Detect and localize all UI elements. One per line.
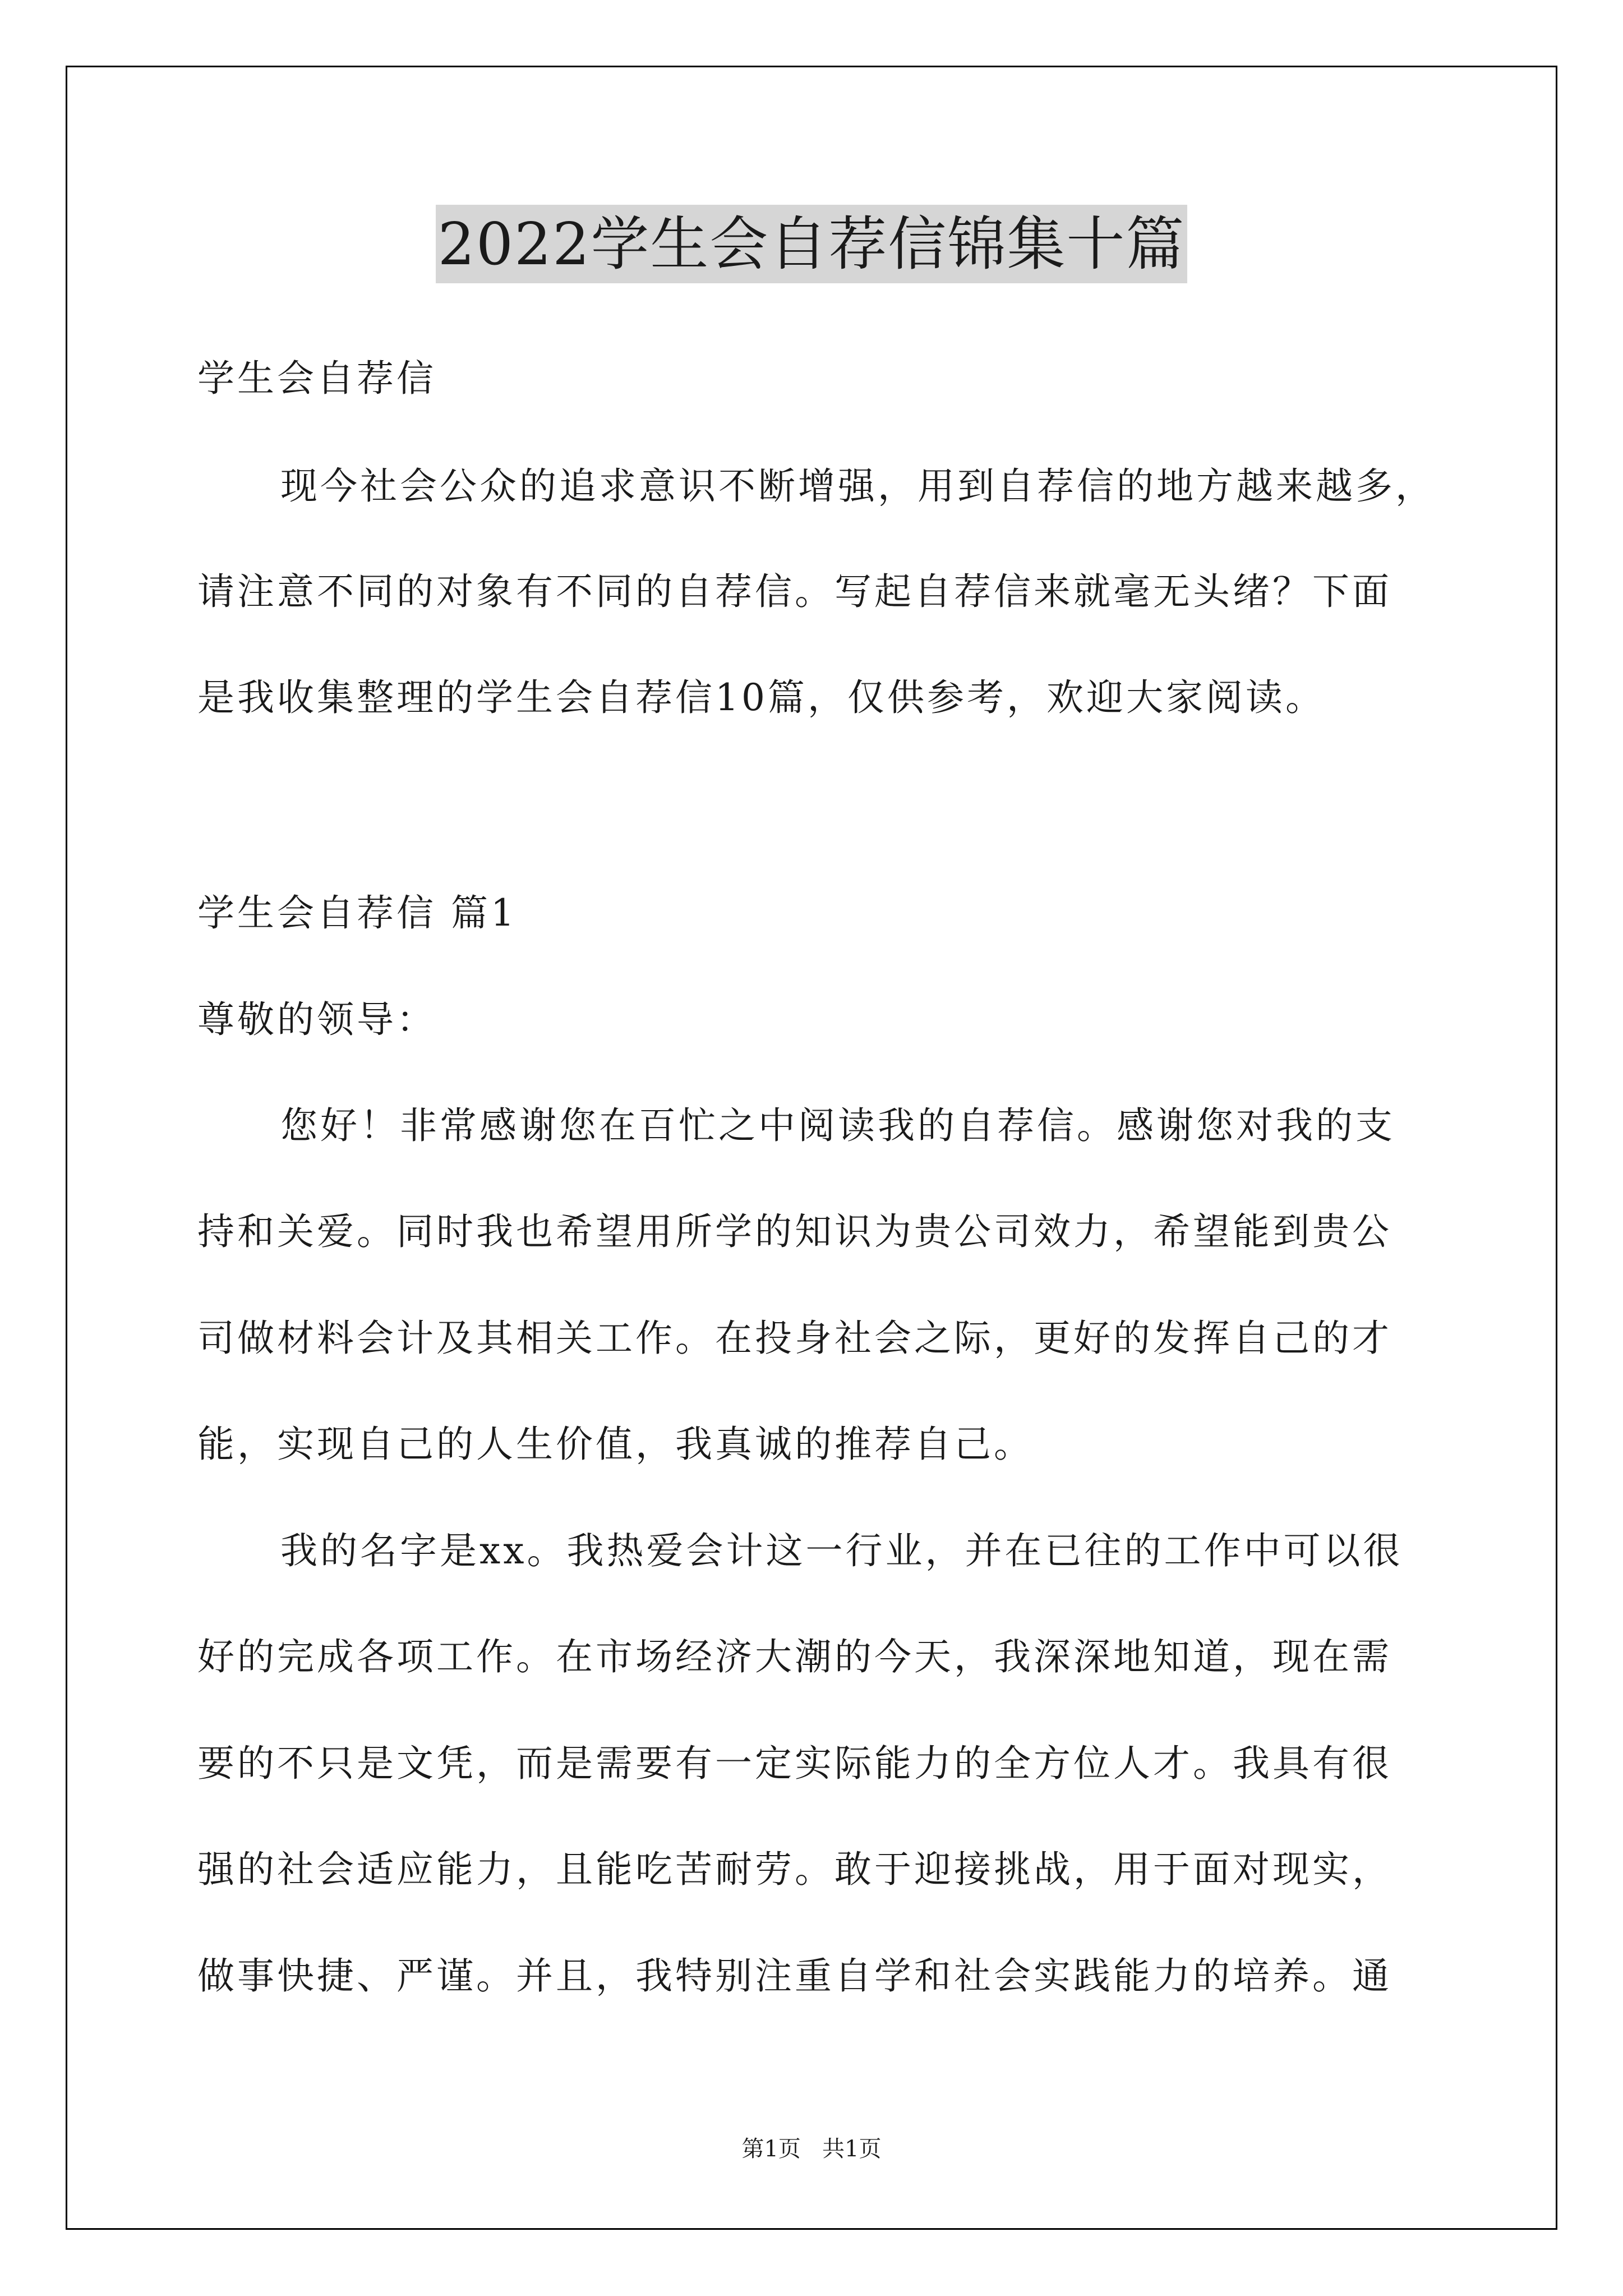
intro-line-3: 是我收集整理的学生会自荐信10篇，仅供参考，欢迎大家阅读。 — [197, 676, 1325, 719]
para1-line-1: 您好！非常感谢您在百忙之中阅读我的自荐信。感谢您对我的支 — [280, 1104, 1395, 1147]
para2-line-3: 要的不只是文凭，而是需要有一定实际能力的全方位人才。我具有很 — [197, 1742, 1392, 1785]
document-title — [0, 205, 1623, 283]
salutation: 尊敬的领导： — [197, 998, 436, 1041]
document-title-text: 2022学生会自荐信锦集十篇 — [436, 205, 1188, 283]
para1-line-4: 能，实现自己的人生价值，我真诚的推荐自己。 — [197, 1423, 1034, 1466]
intro-heading: 学生会自荐信 — [197, 357, 436, 400]
intro-line-2: 请注意不同的对象有不同的自荐信。写起自荐信来就毫无头绪？下面 — [197, 570, 1392, 613]
intro-line-1: 现今社会公众的追求意识不断增强，用到自荐信的地方越来越多， — [280, 464, 1435, 508]
para2-line-1: 我的名字是xx。我热爱会计这一行业，并在已往的工作中可以很 — [280, 1529, 1403, 1572]
para1-line-2: 持和关爱。同时我也希望用所学的知识为贵公司效力，希望能到贵公 — [197, 1210, 1392, 1253]
para2-line-5: 做事快捷、严谨。并且，我特别注重自学和社会实践能力的培养。通 — [197, 1954, 1392, 1998]
section-heading: 学生会自荐信 篇1 — [197, 891, 517, 935]
page-footer: 第1页 共1页 — [741, 2136, 882, 2162]
para2-line-4: 强的社会适应能力，且能吃苦耐劳。敢于迎接挑战，用于面对现实， — [197, 1848, 1392, 1891]
para2-line-2: 好的完成各项工作。在市场经济大潮的今天，我深深地知道，现在需 — [197, 1635, 1392, 1678]
para1-line-3: 司做材料会计及其相关工作。在投身社会之际，更好的发挥自己的才 — [197, 1317, 1392, 1360]
